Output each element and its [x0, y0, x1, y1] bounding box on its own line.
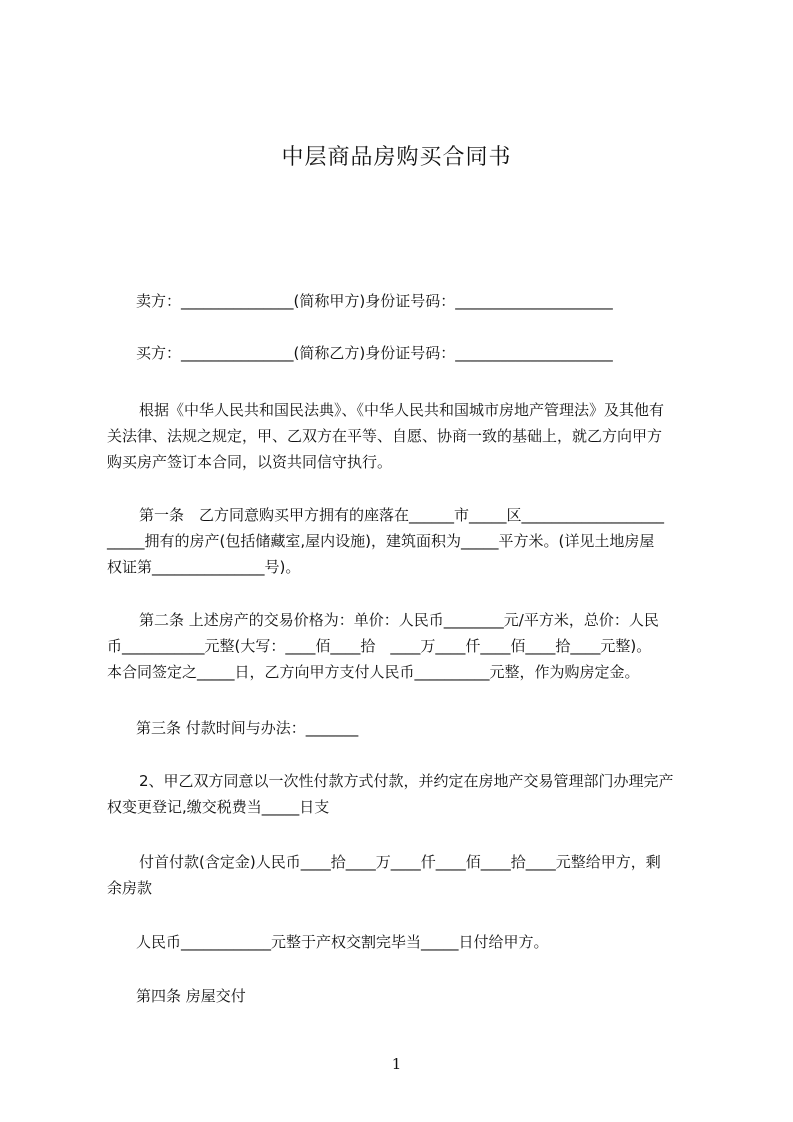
article-2-line-1: 第二条 上述房产的交易价格为：单价：人民币________元/平方米，总价：人民: [139, 611, 659, 629]
article-1-line-2: _____拥有的房产(包括储藏室,屋内设施)，建筑面积为_____平方米。(详见土地房屋: [107, 532, 655, 550]
payment-clause-line-2: 权变更登记,缴交税费当_____日支: [107, 798, 330, 816]
article-2-line-2: 币___________元整(大写：____佰____拾 ____万____仟____佰____拾____元整)。: [107, 637, 652, 655]
article-1-line-1: 第一条 乙方同意购买甲方拥有的座落在______市_____区___________________: [139, 506, 665, 524]
payment-clause-line-1: 2、甲乙双方同意以一次性付款方式付款，并约定在房地产交易管理部门办理完产: [139, 772, 674, 790]
balance-payment-line: 人民币____________元整于产权交割完毕当_____日付给甲方。: [136, 933, 549, 951]
article-3-heading: 第三条 付款时间与办法：_______: [136, 719, 359, 737]
down-payment-line-2: 余房款: [107, 879, 153, 897]
page-number: 1: [391, 1055, 402, 1073]
preamble-line-1: 根据《中华人民共和国民法典》、《中华人民共和国城市房地产管理法》及其他有: [139, 401, 665, 419]
article-4-heading: 第四条 房屋交付: [136, 987, 246, 1005]
article-1-line-3: 权证第_______________号)。: [107, 558, 301, 576]
article-2-line-3: 本合同签定之_____日，乙方向甲方支付人民币__________元整，作为购房定金。: [107, 663, 640, 681]
seller-line: 卖方：_______________(简称甲方)身份证号码：_____________________: [136, 292, 613, 310]
preamble-line-2: 关法律、法规之规定，甲、乙双方在平等、自愿、协商一致的基础上，就乙方向甲方: [107, 427, 663, 445]
buyer-line: 买方：_______________(简称乙方)身份证号码：_____________________: [136, 344, 613, 362]
down-payment-line-1: 付首付款(含定金)人民币____拾____万____仟____佰____拾____元整给甲方，剩: [139, 853, 661, 871]
preamble-line-3: 购买房产签订本合同，以资共同信守执行。: [107, 453, 393, 471]
document-title: 中层商品房购买合同书: [281, 145, 512, 170]
